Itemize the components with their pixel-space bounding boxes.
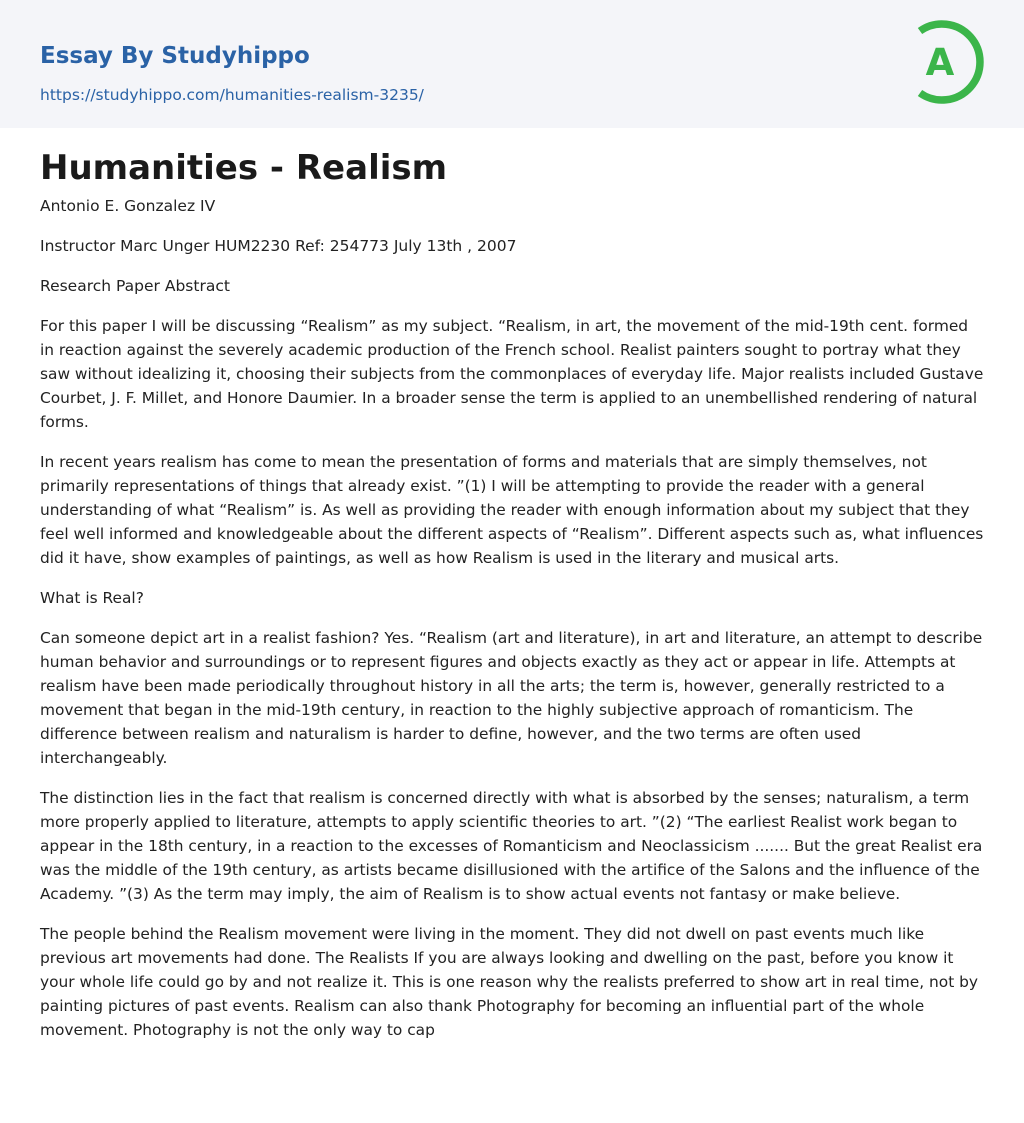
essay-paragraph-4: The distinction lies in the fact that realism is concerned directly with what is absorbed by the senses; naturalism, a term more properly applied to literature, attempts to apply scientific theories to art. ”(2) “The earliest Realist work began to appear in the 18th century, in a reaction to the excesses of Romanticism and Neoclassicism ....... But the great Realist era was the middle of the 19th century, as artists became disillusioned with the artifice of the Salons and the influence of the Academy. ”(3) As the term may imply, the aim of Realism is to show actual events not fantasy or make believe. xyxy=(40,789,983,903)
essay-paragraph-3: Can someone depict art in a realist fashion? Yes. “Realism (art and literature), in art and literature, an attempt to describe human behavior and surroundings or to represent figures and objects exactly as they act or appear in life. Attempts at realism have been made periodically throughout history in all the arts; the term is, however, generally restricted to a movement that began in the mid-19th century, in reaction to the highly subjective approach of romanticism. The difference between realism and naturalism is harder to define, however, and the two terms are often used interchangeably. xyxy=(40,629,983,767)
essay-author: Antonio E. Gonzalez IV xyxy=(40,197,216,215)
essay-url-link[interactable]: https://studyhippo.com/humanities-realism-3235/ xyxy=(40,86,424,104)
logo-letter: A xyxy=(925,41,955,84)
essay-paragraph-1: For this paper I will be discussing “Realism” as my subject. “Realism, in art, the movement of the mid-19th cent. formed in reaction against the severely academic production of the French school. Realist painters sought to portray what they saw without idealizing it, choosing their subjects from the commonplaces of everyday life. Major realists included Gustave Courbet, J. F. Millet, and Honore Daumier. In a broader sense the term is applied to an unembellished rendering of natural forms. xyxy=(40,317,984,431)
site-header xyxy=(0,0,1024,128)
essay-subheading-what-is-real: What is Real? xyxy=(40,589,144,607)
essay-section-label: Research Paper Abstract xyxy=(40,277,230,295)
essay-course-line: Instructor Marc Unger HUM2230 Ref: 254773 July 13th , 2007 xyxy=(40,237,517,255)
essay-paragraph-5: The people behind the Realism movement were living in the moment. They did not dwell on past events much like previous art movements had done. The Realists If you are always looking and dwelling on the past, before you know it your whole life could go by and not realize it. This is one reason why the realists preferred to show art in real time, not by painting pictures of past events. Realism can also thank Photography for becoming an influential part of the whole movement. Photography is not the only way to cap xyxy=(40,925,978,1039)
essay-content xyxy=(40,144,984,1042)
essay-title: Humanities - Realism xyxy=(40,148,448,188)
studyhippo-logo-icon[interactable] xyxy=(912,18,988,106)
essay-paragraph-2: In recent years realism has come to mean the presentation of forms and materials that are simply themselves, not primarily representations of things that already exist. ”(1) I will be attempting to provide the reader with a general understanding of what “Realism” is. As well as providing the reader with enough information about my subject that they feel well informed and knowledgeable about the different aspects of “Realism”. Different aspects such as, what influences did it have, show examples of paintings, as well as how Realism is used in the literary and musical arts. xyxy=(40,453,984,567)
site-brand[interactable]: Essay By Studyhippo xyxy=(40,43,310,69)
